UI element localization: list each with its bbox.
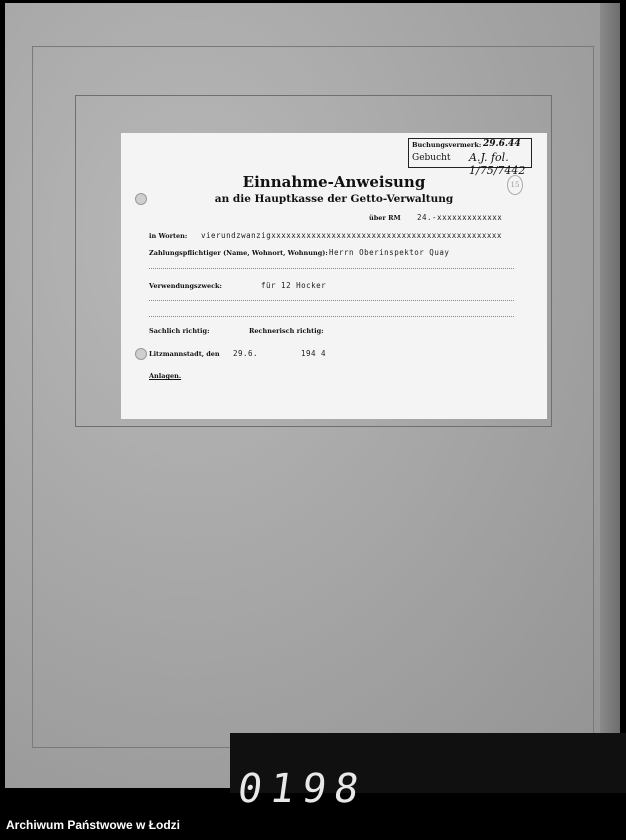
stamp-handwritten: A.J. fol. 1/75/7442	[469, 151, 526, 177]
stamp-gebucht: Gebucht	[412, 153, 451, 163]
amount-label: über RM	[369, 214, 401, 222]
page-mark: 15	[507, 175, 523, 195]
booking-stamp	[408, 138, 532, 177]
purpose-label: Verwendungszweck:	[149, 282, 222, 290]
payer-value: Herrn Oberinspektor Quay	[329, 248, 450, 257]
rechnerisch-label: Rechnerisch richtig:	[249, 327, 324, 335]
words-value: vierundzwanzigxxxxxxxxxxxxxxxxxxxxxxxxxxxxxxxxxxxxxxxxxxxxxx	[201, 231, 502, 240]
sachlich-label: Sachlich richtig:	[149, 327, 210, 335]
document-card	[121, 133, 547, 419]
stamp-date: 29.6.44	[483, 139, 521, 149]
blank-line-3	[149, 316, 514, 317]
blank-line-1	[149, 268, 514, 269]
archive-footer	[0, 812, 626, 840]
year-value: 194 4	[301, 349, 327, 358]
purpose-value: für 12 Hocker	[261, 281, 327, 290]
document-subtitle: an die Hauptkasse der Getto-Verwaltung	[214, 193, 454, 205]
stamp-label: Buchungsvermerk:	[412, 141, 482, 149]
board-edge	[600, 3, 620, 788]
place-label: Litzmannstadt, den	[149, 350, 220, 358]
payer-label: Zahlungspflichtiger (Name, Wohnort, Wohnung):	[149, 249, 328, 257]
document-title: Einnahme-Anweisung	[242, 173, 426, 191]
punch-hole-bottom	[135, 348, 147, 360]
anlagen-label: Anlagen.	[149, 372, 182, 380]
blank-line-2	[149, 300, 514, 301]
archive-name: Archiwum Państwowe w Łodzi	[6, 818, 181, 832]
film-frame-number: 0198	[234, 766, 370, 812]
words-label: in Worten:	[149, 232, 188, 240]
date-value: 29.6.	[233, 349, 259, 358]
amount-value: 24.-xxxxxxxxxxxxx	[417, 213, 503, 222]
